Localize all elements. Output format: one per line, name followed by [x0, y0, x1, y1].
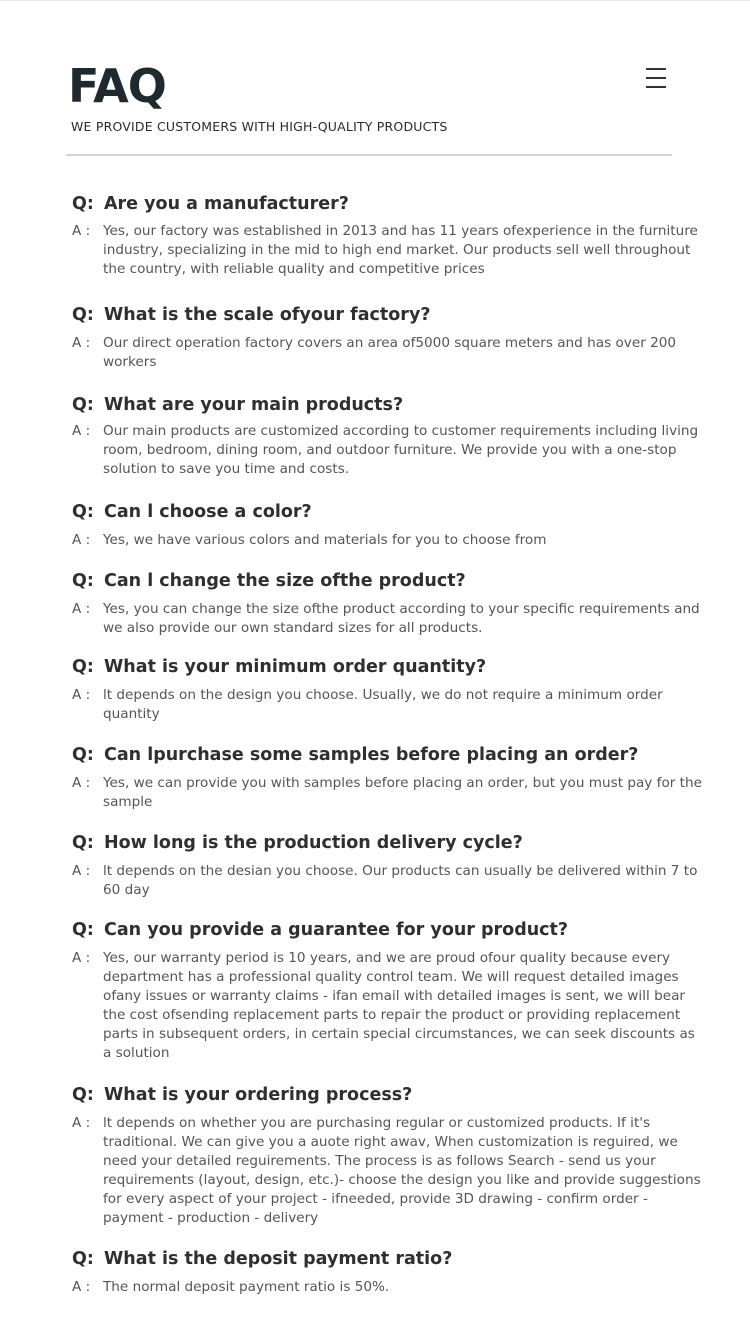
question-prefix: Q:	[72, 833, 94, 853]
answer-prefix: A :	[72, 775, 91, 791]
faq-answer	[72, 1114, 707, 1228]
page-subtitle: WE PROVIDE CUSTOMERS WITH HIGH-QUALITY PRODUCTS	[71, 119, 448, 134]
question-text: What is your minimum order quantity?	[104, 657, 487, 677]
answer-prefix: A :	[72, 423, 91, 439]
header-divider	[66, 154, 672, 156]
question-prefix: Q:	[72, 395, 94, 415]
answer-prefix: A :	[72, 601, 91, 617]
answer-text: Yes, we can provide you with samples before placing an order, but you must pay for the sample	[103, 775, 702, 810]
faq-question	[72, 303, 712, 327]
question-prefix: Q:	[72, 305, 94, 325]
page-header	[68, 60, 678, 135]
question-text: What is your ordering process?	[104, 1085, 413, 1105]
faq-question	[72, 393, 712, 417]
faq-question	[72, 743, 712, 767]
faq-answer	[72, 334, 707, 372]
question-prefix: Q:	[72, 745, 94, 765]
answer-prefix: A :	[72, 863, 91, 879]
answer-text: Yes, our factory was established in 2013 and has 11 years ofexperience in the furniture industry, specializing in the mid to high end market. Our products sell well throughout the country, with reliable quality and competitive prices	[103, 223, 698, 277]
faq-answer	[72, 1278, 707, 1297]
question-text: What is the deposit payment ratio?	[104, 1249, 453, 1269]
faq-answer	[72, 949, 707, 1063]
answer-prefix: A :	[72, 532, 91, 548]
faq-question	[72, 569, 712, 593]
answer-text: Yes, we have various colors and materials for you to choose from	[103, 532, 547, 548]
hamburger-menu-icon[interactable]	[646, 66, 666, 92]
answer-text: Our main products are customized according to customer requirements including living room, bedroom, dining room, and outdoor furniture. We provide you with a one-stop solution to save you time and costs.	[103, 423, 699, 477]
faq-question	[72, 500, 712, 524]
question-text: Are you a manufacturer?	[104, 194, 349, 214]
faq-question	[72, 1083, 712, 1107]
answer-prefix: A :	[72, 1115, 91, 1131]
answer-text: lt depends on the desian you choose. Our products can usually be delivered within 7 to 60 day	[103, 863, 698, 898]
answer-text: The normal deposit payment ratio is 50%.	[103, 1279, 390, 1295]
answer-prefix: A :	[72, 950, 91, 966]
question-text: What are your main products?	[104, 395, 404, 415]
question-text: Can lpurchase some samples before placing an order?	[104, 745, 639, 765]
faq-answer	[72, 222, 707, 279]
answer-prefix: A :	[72, 335, 91, 351]
question-text: What is the scale ofyour factory?	[104, 305, 431, 325]
faq-answer	[72, 531, 707, 550]
question-prefix: Q:	[72, 502, 94, 522]
faq-answer	[72, 686, 707, 724]
answer-text: Yes, you can change the size ofthe product according to your specific requirements and we also provide our own standard sizes for all products.	[103, 601, 700, 636]
answer-text: lt depends on whether you are purchasing regular or customized products. If it's traditional. We can give you a auote right awav, When customization is reguired, we need your detailed reguirements. The process is as follows Search - send us your requirements (layout, design, etc.)- choose the design you like and provide suggestions for every aspect of your project - ifneeded, provide 3D drawing - confirm order - payment - production - delivery	[103, 1115, 701, 1226]
answer-prefix: A :	[72, 687, 91, 703]
faq-answer	[72, 774, 707, 812]
answer-prefix: A :	[72, 1279, 91, 1295]
answer-text: Yes, our warranty period is 10 years, and we are proud ofour quality because every department has a professional quality control team. We will request detailed images ofany issues or warranty claims - ifan email with detailed images is sent, we will bear the cost ofsending replacement parts to repair the product or providing replacement parts in subsequent orders, in certain special circumstances, we can seek discounts as a solution	[103, 950, 695, 1061]
question-text: Can l change the size ofthe product?	[104, 571, 466, 591]
question-prefix: Q:	[72, 571, 94, 591]
faq-question	[72, 192, 712, 216]
faq-answer	[72, 600, 707, 638]
faq-question	[72, 655, 712, 679]
question-text: How long is the production delivery cycle?	[104, 833, 523, 853]
faq-question	[72, 831, 712, 855]
page-title: FAQ	[68, 59, 166, 113]
question-prefix: Q:	[72, 657, 94, 677]
answer-text: lt depends on the design you choose. Usually, we do not require a minimum order quantity	[103, 687, 663, 722]
question-prefix: Q:	[72, 1085, 94, 1105]
top-border	[0, 0, 750, 1]
answer-text: Our direct operation factory covers an area of5000 square meters and has over 200 workers	[103, 335, 677, 370]
question-prefix: Q:	[72, 194, 94, 214]
question-prefix: Q:	[72, 1249, 94, 1269]
answer-prefix: A :	[72, 223, 91, 239]
faq-question	[72, 1247, 712, 1271]
question-text: Can l choose a color?	[104, 502, 312, 522]
faq-answer	[72, 862, 707, 900]
faq-question	[72, 918, 712, 942]
faq-answer	[72, 422, 707, 479]
question-prefix: Q:	[72, 920, 94, 940]
question-text: Can you provide a guarantee for your product?	[104, 920, 569, 940]
